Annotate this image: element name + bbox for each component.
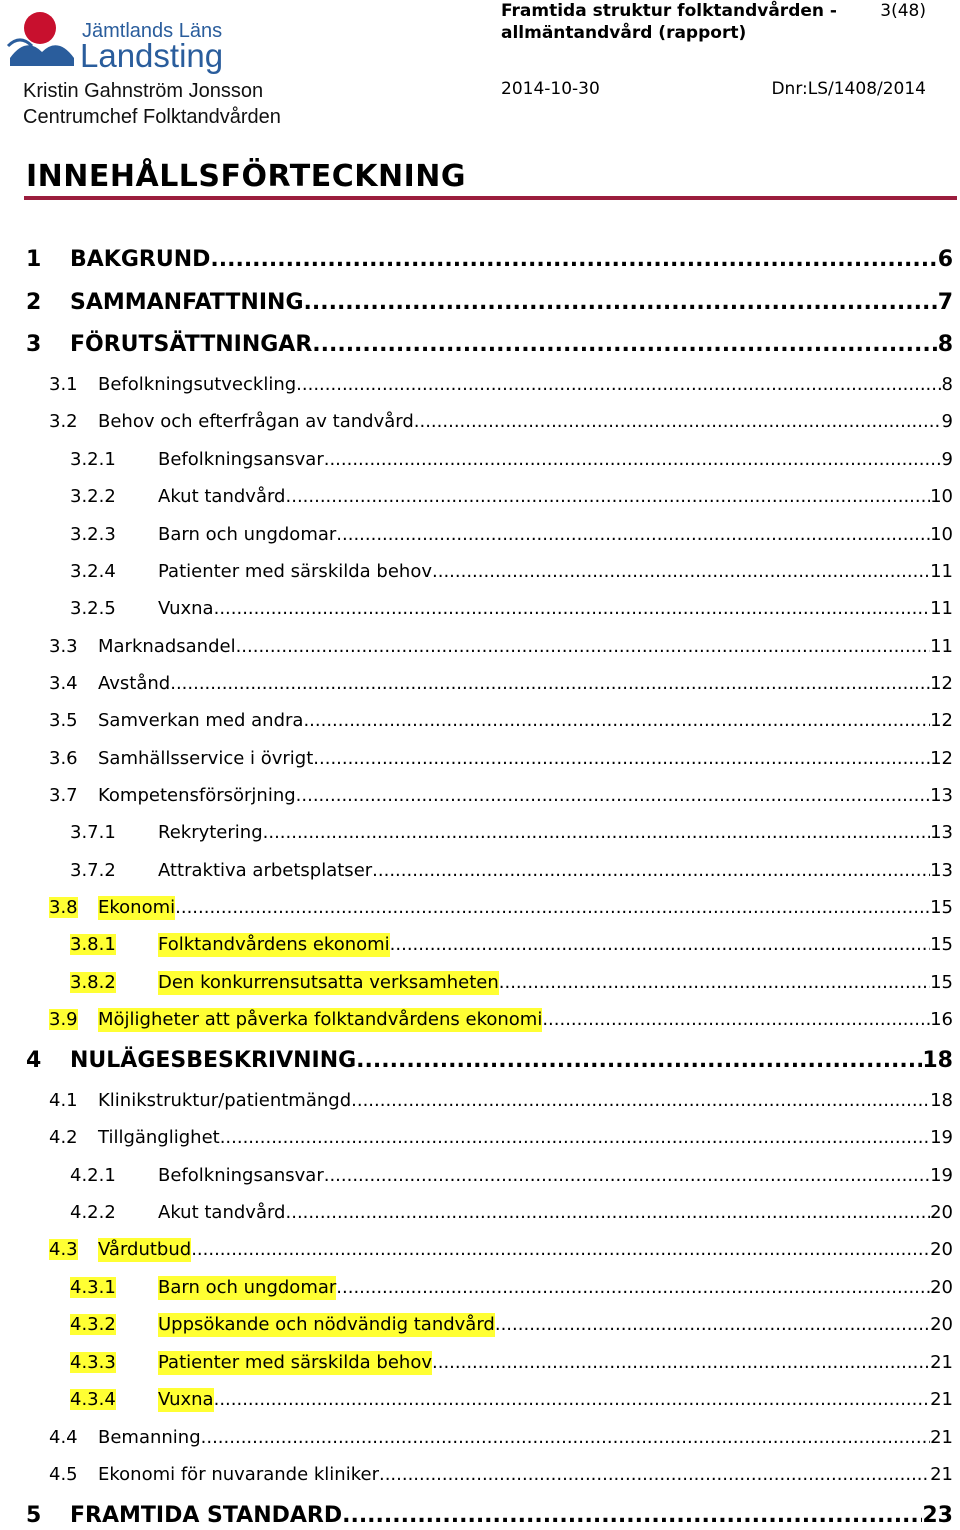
toc-dot-leader: [324, 1164, 930, 1188]
toc-entry[interactable]: [70, 485, 953, 509]
toc-entry-page: 21: [930, 1389, 953, 1410]
toc-dot-leader: [414, 410, 942, 434]
toc-entry[interactable]: [49, 373, 953, 397]
toc-dot-leader: [220, 1126, 930, 1150]
toc-entry-page: 12: [930, 673, 953, 694]
toc-entry-title: Klinikstruktur/patientmängd: [98, 1090, 352, 1111]
toc-entry-title: SAMMANFATTNING: [70, 290, 304, 315]
toc-entry-number: 3.2.1: [70, 449, 116, 470]
toc-entry-page: 9: [941, 449, 953, 470]
toc-entry-number: 2: [26, 290, 42, 315]
author-name: Kristin Gahnström Jonsson: [23, 80, 264, 102]
toc-entry-title: BAKGRUND: [70, 247, 211, 272]
toc-entry-number: 4.3.3: [70, 1352, 116, 1373]
toc-dot-leader: [303, 709, 930, 733]
toc-entry[interactable]: [49, 747, 953, 771]
toc-entry-title: Attraktiva arbetsplatser: [158, 860, 373, 881]
toc-entry[interactable]: [26, 1047, 953, 1075]
toc-entry-page: 12: [930, 748, 953, 769]
toc-entry-page: 20: [930, 1202, 953, 1223]
toc-entry-page: 21: [930, 1427, 953, 1448]
landsting-emblem-icon: [6, 6, 78, 70]
toc-entry-page: 9: [941, 411, 953, 432]
toc-dot-leader: [236, 635, 931, 659]
toc-entry-number: 3: [26, 332, 42, 357]
toc-entry-number: 3.7: [49, 785, 78, 806]
toc-entry[interactable]: [70, 1276, 953, 1300]
toc-entry-title: Akut tandvård: [158, 1202, 286, 1223]
toc-entry[interactable]: [70, 859, 953, 883]
toc-entry-page: 10: [930, 486, 953, 507]
toc-entry-title: Samhällsservice i övrigt: [98, 748, 314, 769]
document-date: 2014-10-30: [501, 79, 600, 99]
toc-entry-title: Ekonomi för nuvarande kliniker: [98, 1464, 379, 1485]
toc-dot-leader: [313, 747, 930, 771]
toc-dot-leader: [379, 1463, 930, 1487]
toc-entry-page: 19: [930, 1165, 953, 1186]
toc-entry[interactable]: [49, 709, 953, 733]
toc-entry-number: 4.3.4: [70, 1389, 116, 1410]
organization-logo: [6, 6, 246, 74]
toc-entry-title: Bemanning: [98, 1427, 201, 1448]
toc-entry-number: 5: [26, 1503, 42, 1528]
toc-entry[interactable]: [70, 1164, 953, 1188]
toc-entry-number: 3.2.2: [70, 486, 116, 507]
toc-entry[interactable]: [49, 1426, 953, 1450]
toc-dot-leader: [432, 1351, 930, 1375]
toc-entry[interactable]: [49, 1238, 953, 1262]
toc-entry[interactable]: [70, 1313, 953, 1337]
toc-entry-title: Behov och efterfrågan av tandvård: [98, 411, 414, 432]
toc-entry-number: 4.3.1: [70, 1277, 116, 1298]
toc-entry[interactable]: [49, 1463, 953, 1487]
toc-dot-leader: [296, 373, 941, 397]
toc-entry-page: 12: [930, 710, 953, 731]
toc-entry-page: 11: [930, 561, 953, 582]
toc-entry-page: 13: [930, 822, 953, 843]
toc-entry-number: 4.3.2: [70, 1314, 116, 1335]
toc-entry-page: 15: [930, 934, 953, 955]
toc-entry-title: Befolkningsansvar: [158, 1165, 324, 1186]
toc-dot-leader: [175, 896, 930, 920]
toc-entry-number: 4.3: [49, 1239, 78, 1260]
toc-entry-page: 11: [930, 598, 953, 619]
toc-dot-leader: [499, 971, 930, 995]
toc-entry-number: 3.5: [49, 710, 78, 731]
toc-dot-leader: [286, 485, 931, 509]
logo-text-line1: Jämtlands Läns: [82, 20, 223, 42]
toc-dot-leader: [214, 597, 931, 621]
toc-dot-leader: [191, 1238, 930, 1262]
toc-entry-number: 3.8.2: [70, 972, 116, 993]
toc-entry-title: Akut tandvård: [158, 486, 286, 507]
toc-dot-leader: [336, 523, 930, 547]
toc-entry-title: Möjligheter att påverka folktandvårdens ekonomi: [98, 1009, 543, 1030]
toc-dot-leader: [296, 784, 930, 808]
toc-entry[interactable]: [26, 289, 953, 317]
toc-entry-page: 21: [930, 1352, 953, 1373]
toc-entry-title: FRAMTIDA STANDARD: [70, 1503, 343, 1528]
toc-entry[interactable]: [26, 246, 953, 274]
toc-entry-number: 3.9: [49, 1009, 78, 1030]
toc-entry-number: 1: [26, 247, 42, 272]
toc-entry[interactable]: [70, 1351, 953, 1375]
toc-entry-number: 3.7.2: [70, 860, 116, 881]
toc-entry-title: FÖRUTSÄTTNINGAR: [70, 332, 313, 357]
toc-dot-leader: [210, 246, 937, 274]
toc-dot-leader: [201, 1426, 930, 1450]
toc-entry-title: Uppsökande och nödvändig tandvård: [158, 1314, 495, 1335]
toc-entry-number: 3.2.5: [70, 598, 116, 619]
toc-entry[interactable]: [70, 971, 953, 995]
toc-entry[interactable]: [49, 635, 953, 659]
toc-entry-title: Rekrytering: [158, 822, 263, 843]
toc-entry[interactable]: [49, 1089, 953, 1113]
toc-entry-page: 15: [930, 897, 953, 918]
toc-dot-leader: [170, 672, 930, 696]
logo-text-line2: Landsting: [80, 37, 224, 74]
toc-entry-number: 3.4: [49, 673, 78, 694]
toc-entry-title: Befolkningsansvar: [158, 449, 324, 470]
toc-entry-number: 4.4: [49, 1427, 78, 1448]
toc-dot-leader: [312, 331, 937, 359]
toc-dot-leader: [286, 1201, 931, 1225]
toc-entry-page: 13: [930, 860, 953, 881]
toc-entry-number: 4.5: [49, 1464, 78, 1485]
toc-entry[interactable]: [49, 896, 953, 920]
toc-dot-leader: [495, 1313, 930, 1337]
toc-dot-leader: [351, 1089, 930, 1113]
document-reference: Dnr:LS/1408/2014: [771, 79, 926, 99]
toc-heading: INNEHÅLLSFÖRTECKNING: [26, 159, 467, 194]
toc-entry-number: 4.2.1: [70, 1165, 116, 1186]
toc-entry-page: 18: [922, 1048, 953, 1073]
toc-entry-title: Barn och ungdomar: [158, 1277, 337, 1298]
toc-entry[interactable]: [70, 933, 953, 957]
toc-entry[interactable]: [70, 448, 953, 472]
toc-entry-title: Patienter med särskilda behov: [158, 561, 432, 582]
toc-entry[interactable]: [70, 1388, 953, 1412]
toc-entry[interactable]: [70, 597, 953, 621]
toc-dot-leader: [372, 859, 930, 883]
toc-entry-number: 4.2.2: [70, 1202, 116, 1223]
toc-entry-title: Den konkurrensutsatta verksamheten: [158, 972, 499, 993]
toc-entry-title: Folktandvårdens ekonomi: [158, 934, 390, 955]
toc-entry-number: 3.6: [49, 748, 78, 769]
toc-entry-page: 21: [930, 1464, 953, 1485]
toc-entry[interactable]: [49, 1126, 953, 1150]
toc-entry-title: Vuxna: [158, 1389, 214, 1410]
toc-entry-title: Vårdutbud: [98, 1239, 192, 1260]
toc-entry-number: 3.8: [49, 897, 78, 918]
toc-entry-page: 20: [930, 1314, 953, 1335]
toc-dot-leader: [214, 1388, 931, 1412]
author-block: [23, 78, 281, 130]
toc-dot-leader: [390, 933, 930, 957]
toc-entry[interactable]: [49, 672, 953, 696]
toc-entry-title: Vuxna: [158, 598, 214, 619]
toc-entry-title: Tillgänglighet: [98, 1127, 220, 1148]
toc-entry-page: 7: [937, 290, 953, 315]
toc-entry-page: 23: [922, 1503, 953, 1528]
toc-entry-title: Barn och ungdomar: [158, 524, 337, 545]
toc-entry[interactable]: [49, 410, 953, 434]
document-title: Framtida struktur folktandvården - allmäntandvård (rapport): [501, 1, 837, 43]
toc-entry-number: 4.2: [49, 1127, 78, 1148]
toc-entry-number: 3.2: [49, 411, 78, 432]
toc-entry-page: 20: [930, 1277, 953, 1298]
toc-entry[interactable]: [70, 560, 953, 584]
page-number: 3(48): [880, 1, 926, 21]
toc-entry-title: Marknadsandel: [98, 636, 236, 657]
toc-dot-leader: [336, 1276, 930, 1300]
toc-entry-page: 8: [941, 374, 953, 395]
toc-entry-page: 18: [930, 1090, 953, 1111]
toc-entry-page: 20: [930, 1239, 953, 1260]
toc-entry-number: 3.1: [49, 374, 78, 395]
toc-dot-leader: [356, 1047, 922, 1075]
toc-dot-leader: [304, 289, 938, 317]
toc-entry[interactable]: [70, 821, 953, 845]
toc-entry-page: 6: [937, 247, 953, 272]
toc-entry[interactable]: [70, 523, 953, 547]
toc-entry-page: 15: [930, 972, 953, 993]
toc-dot-leader: [324, 448, 942, 472]
toc-entry-title: Kompetensförsörjning: [98, 785, 296, 806]
toc-entry-title: Avstånd: [98, 673, 171, 694]
toc-entry-page: 13: [930, 785, 953, 806]
toc-entry[interactable]: [49, 1008, 953, 1032]
toc-entry-title: Befolkningsutveckling: [98, 374, 297, 395]
heading-rule-divider: [24, 196, 957, 200]
toc-entry-title: Ekonomi: [98, 897, 176, 918]
toc-entry[interactable]: [26, 331, 953, 359]
toc-entry[interactable]: [49, 784, 953, 808]
toc-entry-number: 3.7.1: [70, 822, 116, 843]
toc-dot-leader: [432, 560, 930, 584]
toc-entry-number: 3.2.3: [70, 524, 116, 545]
toc-dot-leader: [263, 821, 930, 845]
toc-entry-number: 3.8.1: [70, 934, 116, 955]
toc-entry-page: 16: [930, 1009, 953, 1030]
toc-entry-page: 10: [930, 524, 953, 545]
toc-entry-title: Samverkan med andra: [98, 710, 304, 731]
toc-entry-number: 3.3: [49, 636, 78, 657]
toc-entry-page: 11: [930, 636, 953, 657]
toc-dot-leader: [542, 1008, 930, 1032]
toc-entry-number: 4.1: [49, 1090, 78, 1111]
toc-entry[interactable]: [70, 1201, 953, 1225]
toc-entry-number: 3.2.4: [70, 561, 116, 582]
toc-entry-page: 19: [930, 1127, 953, 1148]
toc-entry-page: 8: [937, 332, 953, 357]
toc-entry-title: Patienter med särskilda behov: [158, 1352, 432, 1373]
toc-entry-title: NULÄGESBESKRIVNING: [70, 1048, 357, 1073]
toc-entry-number: 4: [26, 1048, 42, 1073]
author-role: Centrumchef Folktandvården: [23, 106, 281, 128]
